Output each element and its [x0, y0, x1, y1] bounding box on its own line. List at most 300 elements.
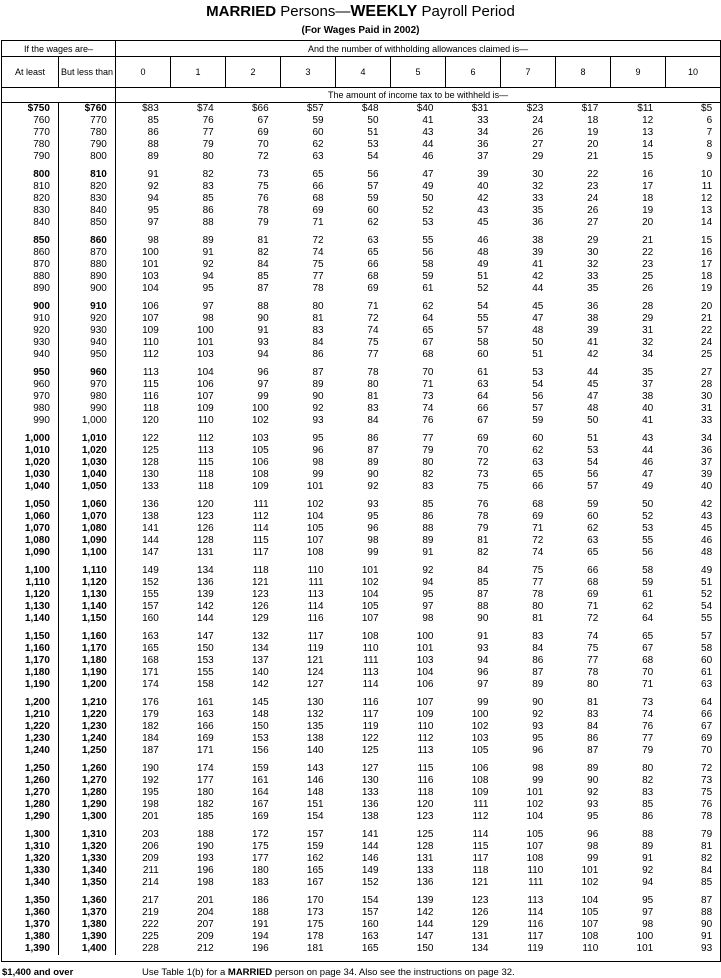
cell-withholding-0: 214	[142, 877, 159, 888]
cell-withholding-5: 56	[422, 247, 434, 258]
cell-withholding-7: $23	[526, 103, 544, 114]
cell-withholding-2: 94	[257, 349, 269, 360]
cell-withholding-3: 81	[312, 313, 324, 324]
cell-at-least: 1,350	[24, 895, 50, 906]
cell-withholding-7: 90	[532, 697, 544, 708]
cell-withholding-4: 92	[367, 481, 379, 492]
cell-withholding-1: 85	[202, 193, 214, 204]
cell-withholding-3: 71	[312, 217, 324, 228]
cell-withholding-8: 22	[587, 169, 599, 180]
cell-withholding-9: 21	[642, 235, 654, 246]
cell-at-least: 1,030	[24, 469, 50, 480]
cell-but-less-than: 850	[90, 217, 107, 228]
header-col-6: 6	[446, 57, 501, 88]
cell-withholding-7: 89	[532, 679, 544, 690]
cell-withholding-7: 92	[532, 709, 544, 720]
cell-but-less-than: 880	[90, 259, 107, 270]
cell-withholding-2: 91	[257, 325, 269, 336]
cell-withholding-2: 84	[257, 259, 269, 270]
header-col-9: 9	[611, 57, 666, 88]
table-row	[2, 697, 720, 709]
cell-withholding-1: 196	[197, 865, 214, 876]
cell-but-less-than: 1,270	[81, 775, 107, 786]
cell-withholding-4: 60	[367, 205, 379, 216]
cell-withholding-7: 68	[532, 499, 544, 510]
cell-withholding-7: 117	[527, 931, 544, 942]
table-row	[2, 811, 720, 823]
cell-withholding-6: 111	[473, 799, 489, 810]
cell-withholding-4: 160	[361, 919, 379, 930]
cell-withholding-5: 95	[422, 589, 434, 600]
cell-at-least: 1,050	[24, 499, 50, 510]
cell-withholding-6: 42	[477, 193, 489, 204]
cell-withholding-8: 48	[587, 403, 599, 414]
cell-withholding-3: 113	[307, 589, 324, 600]
cell-withholding-5: 118	[417, 787, 434, 798]
cell-withholding-1: 180	[197, 787, 214, 798]
cell-withholding-0: 115	[142, 379, 159, 390]
cell-at-least: 780	[33, 139, 50, 150]
wage-group	[2, 829, 720, 889]
cell-withholding-5: 150	[416, 943, 434, 954]
cell-withholding-10: 34	[701, 433, 713, 444]
table-row	[2, 415, 720, 427]
cell-withholding-10: 73	[701, 775, 713, 786]
cell-at-least: 880	[33, 271, 50, 282]
wage-group	[2, 697, 720, 757]
header-spacer	[2, 88, 116, 103]
cell-withholding-10: 72	[701, 763, 713, 774]
cell-withholding-10: 46	[701, 535, 713, 546]
cell-at-least: 1,260	[24, 775, 50, 786]
cell-withholding-7: 41	[532, 259, 544, 270]
cell-withholding-1: 106	[197, 379, 214, 390]
cell-withholding-8: 42	[587, 349, 599, 360]
cell-withholding-0: 160	[142, 613, 159, 624]
footer-note-d: on page 34. Also see the instructions on page 32.	[303, 967, 515, 978]
cell-withholding-9: 41	[642, 415, 654, 426]
cell-at-least: 760	[33, 115, 50, 126]
cell-withholding-9: 68	[642, 655, 654, 666]
cell-but-less-than: 1,060	[81, 499, 107, 510]
cell-at-least: 820	[33, 193, 50, 204]
cell-withholding-1: 94	[202, 271, 214, 282]
cell-withholding-6: 134	[471, 943, 489, 954]
cell-withholding-5: 41	[422, 115, 434, 126]
cell-withholding-8: 19	[587, 127, 599, 138]
cell-withholding-10: 51	[701, 577, 713, 588]
cell-at-least: 790	[33, 151, 50, 162]
cell-withholding-4: 75	[367, 337, 379, 348]
cell-withholding-3: $57	[306, 103, 324, 114]
cell-withholding-7: 108	[526, 853, 544, 864]
cell-withholding-3: 127	[306, 679, 324, 690]
header-amount-withheld: The amount of income tax to be withheld is—	[116, 88, 721, 103]
cell-withholding-10: 36	[701, 445, 713, 456]
cell-withholding-8: 50	[587, 415, 599, 426]
cell-withholding-4: 154	[361, 895, 379, 906]
cell-withholding-4: 56	[367, 169, 379, 180]
cell-but-less-than: 840	[90, 205, 107, 216]
cell-withholding-4: 87	[367, 445, 379, 456]
cell-withholding-10: 49	[701, 565, 713, 576]
cell-withholding-1: 123	[197, 511, 214, 522]
cell-withholding-1: 128	[197, 535, 214, 546]
cell-withholding-8: 26	[587, 205, 599, 216]
cell-at-least: 810	[33, 181, 50, 192]
cell-withholding-8: 110	[582, 943, 599, 954]
cell-withholding-8: $17	[581, 103, 599, 114]
cell-withholding-0: 228	[142, 943, 159, 954]
cell-withholding-2: 85	[257, 271, 269, 282]
cell-withholding-0: 118	[142, 403, 159, 414]
cell-withholding-7: 44	[532, 283, 544, 294]
cell-withholding-10: 6	[706, 115, 713, 126]
page-subtitle: (For Wages Paid in 2002)	[301, 25, 420, 36]
cell-withholding-0: 85	[147, 115, 159, 126]
table-row	[2, 895, 720, 907]
cell-withholding-5: 101	[416, 643, 434, 654]
cell-withholding-4: 86	[367, 433, 379, 444]
cell-withholding-5: 83	[422, 481, 434, 492]
table-row	[2, 919, 720, 931]
cell-withholding-1: 118	[197, 469, 214, 480]
cell-withholding-4: 108	[361, 631, 379, 642]
cell-withholding-0: 149	[142, 565, 159, 576]
cell-withholding-3: 108	[306, 547, 324, 558]
table-row	[2, 931, 720, 943]
cell-at-least: 920	[33, 325, 50, 336]
cell-but-less-than: 810	[90, 169, 107, 180]
table-row	[2, 193, 720, 205]
cell-withholding-6: 117	[472, 853, 489, 864]
cell-withholding-9: 40	[642, 403, 654, 414]
cell-but-less-than: 1,180	[81, 655, 107, 666]
cell-withholding-0: 195	[142, 787, 159, 798]
cell-withholding-1: 166	[197, 721, 214, 732]
cell-withholding-7: 54	[532, 379, 544, 390]
cell-withholding-8: 24	[587, 193, 599, 204]
cell-withholding-5: 49	[422, 181, 434, 192]
cell-withholding-10: 39	[701, 469, 713, 480]
cell-withholding-5: 86	[422, 511, 434, 522]
cell-but-less-than: 770	[90, 115, 107, 126]
cell-withholding-3: 74	[312, 247, 324, 258]
cell-withholding-3: 154	[306, 811, 324, 822]
cell-withholding-5: 112	[417, 733, 434, 744]
cell-withholding-5: 73	[422, 391, 434, 402]
cell-withholding-8: 68	[587, 577, 599, 588]
cell-withholding-6: 109	[471, 787, 489, 798]
cell-withholding-1: 82	[202, 169, 214, 180]
cell-withholding-10: 33	[701, 415, 713, 426]
cell-withholding-3: 181	[306, 943, 324, 954]
cell-withholding-10: 17	[701, 259, 713, 270]
cell-withholding-2: 159	[251, 763, 269, 774]
cell-withholding-7: 110	[527, 865, 544, 876]
cell-withholding-2: 126	[251, 601, 269, 612]
cell-withholding-8: 20	[587, 139, 599, 150]
cell-withholding-4: 117	[362, 709, 379, 720]
cell-withholding-3: 93	[312, 415, 324, 426]
cell-but-less-than: 1,110	[82, 565, 107, 576]
cell-at-least: 1,140	[24, 613, 50, 624]
cell-withholding-7: 38	[532, 235, 544, 246]
cell-withholding-10: 55	[701, 613, 713, 624]
cell-but-less-than: 800	[90, 151, 107, 162]
cell-withholding-4: 98	[367, 535, 379, 546]
cell-withholding-9: 94	[642, 877, 654, 888]
cell-withholding-7: 24	[532, 115, 544, 126]
cell-withholding-0: 198	[142, 799, 159, 810]
cell-withholding-8: 33	[587, 271, 599, 282]
cell-withholding-6: 79	[477, 523, 489, 534]
cell-withholding-3: 87	[312, 367, 324, 378]
cell-but-less-than: 780	[90, 127, 107, 138]
cell-withholding-1: 142	[197, 601, 214, 612]
cell-at-least: 830	[33, 205, 50, 216]
table-row	[2, 841, 720, 853]
cell-but-less-than: 1,010	[81, 433, 107, 444]
cell-withholding-9: 49	[642, 481, 654, 492]
cell-withholding-8: 93	[587, 799, 599, 810]
table-row	[2, 589, 720, 601]
cell-withholding-3: 83	[312, 325, 324, 336]
table-row	[2, 499, 720, 511]
table-row	[2, 235, 720, 247]
cell-but-less-than: 890	[90, 271, 107, 282]
cell-withholding-4: 50	[367, 115, 379, 126]
cell-withholding-5: 100	[416, 631, 434, 642]
table-row	[2, 127, 720, 139]
cell-withholding-6: 57	[477, 325, 489, 336]
cell-withholding-7: 71	[532, 523, 544, 534]
cell-withholding-0: 113	[142, 367, 159, 378]
cell-withholding-9: 65	[642, 631, 654, 642]
cell-withholding-2: 148	[251, 709, 269, 720]
cell-withholding-9: 88	[642, 829, 654, 840]
cell-withholding-1: 153	[197, 655, 214, 666]
cell-withholding-1: 104	[197, 367, 214, 378]
cell-withholding-10: 64	[701, 697, 713, 708]
title-weekly: WEEKLY	[350, 3, 418, 20]
table-row	[2, 877, 720, 889]
cell-withholding-10: 28	[701, 379, 713, 390]
cell-withholding-8: 107	[581, 919, 599, 930]
cell-withholding-2: 111	[253, 499, 269, 510]
cell-withholding-5: 136	[416, 877, 434, 888]
table-row	[2, 391, 720, 403]
cell-withholding-10: 42	[701, 499, 713, 510]
cell-but-less-than: 860	[90, 235, 107, 246]
cell-withholding-3: 105	[306, 523, 324, 534]
cell-withholding-4: 78	[367, 367, 379, 378]
cell-withholding-10: 54	[701, 601, 713, 612]
cell-withholding-9: 80	[642, 763, 654, 774]
cell-withholding-6: 46	[477, 235, 489, 246]
cell-withholding-6: 45	[477, 217, 489, 228]
cell-withholding-0: 109	[142, 325, 159, 336]
cell-but-less-than: 960	[90, 367, 107, 378]
cell-but-less-than: 1,240	[81, 733, 107, 744]
cell-but-less-than: 1,190	[81, 667, 107, 678]
cell-withholding-5: 115	[417, 763, 434, 774]
cell-at-least: 1,220	[24, 721, 50, 732]
cell-at-least: 890	[33, 283, 50, 294]
cell-withholding-7: 56	[532, 391, 544, 402]
cell-withholding-9: 100	[636, 931, 654, 942]
cell-withholding-9: 89	[642, 841, 654, 852]
header-col-10: 10	[666, 57, 721, 88]
cell-withholding-7: 83	[532, 631, 544, 642]
table-row	[2, 631, 720, 643]
cell-withholding-6: 112	[472, 811, 489, 822]
cell-withholding-4: 130	[361, 775, 379, 786]
cell-withholding-0: 128	[142, 457, 159, 468]
table-row	[2, 829, 720, 841]
cell-but-less-than: 870	[90, 247, 107, 258]
cell-withholding-4: 141	[361, 829, 379, 840]
cell-but-less-than: 1,290	[81, 799, 107, 810]
cell-withholding-1: $74	[197, 103, 214, 114]
cell-at-least: 900	[33, 301, 50, 312]
cell-withholding-1: 109	[197, 403, 214, 414]
table-row	[2, 403, 720, 415]
table-row	[2, 247, 720, 259]
cell-withholding-0: 209	[142, 853, 159, 864]
table-row	[2, 313, 720, 325]
cell-withholding-6: 106	[471, 763, 489, 774]
cell-withholding-4: 138	[361, 811, 379, 822]
cell-withholding-2: 117	[252, 547, 269, 558]
cell-withholding-10: 45	[701, 523, 713, 534]
cell-withholding-1: 98	[202, 313, 214, 324]
cell-withholding-8: 32	[587, 259, 599, 270]
cell-withholding-9: 56	[642, 547, 654, 558]
cell-withholding-7: 62	[532, 445, 544, 456]
cell-withholding-3: 178	[306, 931, 324, 942]
cell-withholding-10: 48	[701, 547, 713, 558]
cell-withholding-2: 196	[251, 943, 269, 954]
cell-withholding-0: 211	[142, 865, 159, 876]
cell-withholding-0: 97	[147, 217, 159, 228]
cell-withholding-10: 57	[701, 631, 713, 642]
cell-withholding-8: 81	[587, 697, 599, 708]
cell-at-least: 1,020	[24, 457, 50, 468]
cell-at-least: 1,380	[24, 931, 50, 942]
cell-but-less-than: 1,280	[81, 787, 107, 798]
cell-withholding-10: 30	[701, 391, 713, 402]
cell-withholding-5: 139	[416, 895, 434, 906]
cell-withholding-7: 51	[532, 349, 544, 360]
cell-withholding-8: 35	[587, 283, 599, 294]
cell-withholding-3: 111	[308, 577, 324, 588]
cell-withholding-4: 80	[367, 379, 379, 390]
cell-but-less-than: 980	[90, 391, 107, 402]
cell-withholding-5: 53	[422, 217, 434, 228]
cell-withholding-9: 67	[642, 643, 654, 654]
cell-withholding-7: 102	[526, 799, 544, 810]
cell-but-less-than: 1,310	[81, 829, 107, 840]
cell-but-less-than: 900	[90, 283, 107, 294]
cell-withholding-1: 182	[197, 799, 214, 810]
cell-withholding-5: 113	[417, 745, 434, 756]
table-row	[2, 613, 720, 625]
cell-withholding-9: 79	[642, 745, 654, 756]
cell-withholding-7: 119	[527, 943, 544, 954]
cell-withholding-3: 130	[306, 697, 324, 708]
cell-withholding-1: 120	[197, 499, 214, 510]
cell-withholding-10: 90	[701, 919, 713, 930]
cell-withholding-4: 152	[361, 877, 379, 888]
cell-withholding-4: 68	[367, 271, 379, 282]
cell-withholding-4: 102	[361, 577, 379, 588]
cell-at-least: 970	[33, 391, 50, 402]
cell-withholding-9: 98	[642, 919, 654, 930]
cell-withholding-3: 63	[312, 151, 324, 162]
cell-withholding-1: 100	[197, 325, 214, 336]
table-row	[2, 325, 720, 337]
cell-withholding-2: 102	[251, 415, 269, 426]
cell-withholding-5: 71	[422, 379, 434, 390]
cell-withholding-6: 102	[471, 721, 489, 732]
cell-withholding-4: 163	[361, 931, 379, 942]
cell-withholding-9: 62	[642, 601, 654, 612]
cell-withholding-4: 127	[361, 763, 379, 774]
cell-withholding-3: 140	[306, 745, 324, 756]
column-divider-less-than	[115, 103, 116, 955]
cell-withholding-9: 61	[642, 589, 654, 600]
cell-withholding-10: 91	[701, 931, 713, 942]
cell-withholding-2: 78	[257, 205, 269, 216]
cell-withholding-10: 12	[701, 193, 713, 204]
cell-but-less-than: 1,210	[81, 697, 107, 708]
cell-withholding-5: 62	[422, 301, 434, 312]
cell-withholding-9: 70	[642, 667, 654, 678]
cell-withholding-0: 187	[142, 745, 159, 756]
cell-but-less-than: 1,080	[81, 523, 107, 534]
header-row-1	[2, 41, 721, 57]
cell-withholding-8: 83	[587, 709, 599, 720]
cell-withholding-9: 74	[642, 709, 654, 720]
cell-withholding-2: 105	[251, 445, 269, 456]
cell-withholding-4: 84	[367, 415, 379, 426]
cell-withholding-9: 29	[642, 313, 654, 324]
cell-withholding-5: 133	[416, 865, 434, 876]
cell-withholding-0: 182	[142, 721, 159, 732]
cell-at-least: 1,340	[24, 877, 50, 888]
cell-withholding-2: 70	[257, 139, 269, 150]
cell-but-less-than: 1,020	[81, 445, 107, 456]
cell-withholding-3: 135	[306, 721, 324, 732]
cell-withholding-5: 70	[422, 367, 434, 378]
table-row	[2, 115, 720, 127]
cell-withholding-9: 50	[642, 499, 654, 510]
cell-withholding-7: 77	[532, 577, 544, 588]
wage-group	[2, 103, 720, 163]
cell-withholding-3: 159	[306, 841, 324, 852]
cell-withholding-6: 58	[477, 337, 489, 348]
cell-withholding-1: 139	[197, 589, 214, 600]
cell-withholding-2: 145	[251, 697, 269, 708]
cell-withholding-3: 59	[312, 115, 324, 126]
cell-withholding-2: 172	[251, 829, 269, 840]
cell-withholding-5: 116	[417, 775, 434, 786]
cell-withholding-7: 95	[532, 733, 544, 744]
cell-withholding-0: 125	[142, 445, 159, 456]
cell-withholding-10: 78	[701, 811, 713, 822]
cell-withholding-1: 185	[197, 811, 214, 822]
